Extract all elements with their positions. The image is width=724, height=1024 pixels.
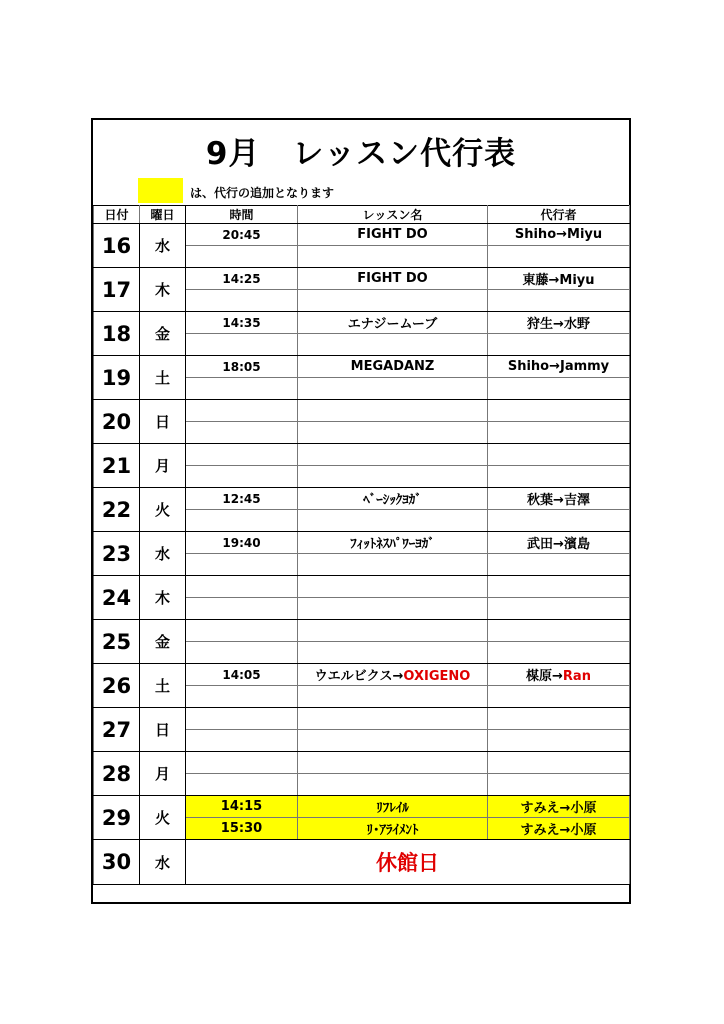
header-lesson: レッスン名 <box>298 206 488 224</box>
lesson-cell <box>298 334 488 356</box>
time-cell: 14:25 <box>186 268 298 290</box>
date-cell: 18 <box>94 312 140 356</box>
substitute-name-new: Ran <box>562 669 591 684</box>
substitute-name: 楳原→ <box>526 669 563 684</box>
substitute-cell <box>488 356 630 378</box>
substitute-cell <box>488 796 630 818</box>
table-row <box>94 708 630 730</box>
lesson-name: MEGADANZ <box>350 359 435 374</box>
lesson-cell <box>298 224 488 246</box>
substitute-cell <box>488 752 630 774</box>
lesson-cell <box>298 686 488 708</box>
substitute-cell <box>488 730 630 752</box>
legend-text: は、代行の追加となります <box>190 186 335 200</box>
table-row <box>94 356 630 378</box>
substitute-name: Shiho→Jammy <box>507 359 610 374</box>
time-cell <box>186 598 298 620</box>
date-cell: 20 <box>94 400 140 444</box>
substitute-cell <box>488 576 630 598</box>
lesson-cell <box>298 598 488 620</box>
lesson-cell <box>298 730 488 752</box>
time-cell <box>186 510 298 532</box>
schedule-sheet <box>91 118 631 904</box>
lesson-cell <box>298 642 488 664</box>
header-date: 日付 <box>94 206 140 224</box>
substitute-cell <box>488 598 630 620</box>
lesson-cell <box>298 268 488 290</box>
time-cell: 18:05 <box>186 356 298 378</box>
time-cell <box>186 774 298 796</box>
table-row <box>94 752 630 774</box>
substitute-cell <box>488 290 630 312</box>
time-cell <box>186 752 298 774</box>
substitute-name: Shiho→Miyu <box>514 227 603 242</box>
substitute-cell <box>488 400 630 422</box>
lesson-cell <box>298 620 488 642</box>
time-cell <box>186 642 298 664</box>
header-substitute: 代行者 <box>488 206 630 224</box>
weekday-cell: 月 <box>140 752 186 796</box>
date-cell: 23 <box>94 532 140 576</box>
time-cell <box>186 554 298 576</box>
substitute-cell <box>488 708 630 730</box>
substitute-cell <box>488 466 630 488</box>
lesson-name: ﾘﾌﾚｲﾙ <box>376 801 409 816</box>
lesson-cell <box>298 356 488 378</box>
lesson-cell <box>298 290 488 312</box>
lesson-cell <box>298 554 488 576</box>
substitute-cell <box>488 510 630 532</box>
time-cell <box>186 620 298 642</box>
substitute-cell <box>488 422 630 444</box>
weekday-cell: 月 <box>140 444 186 488</box>
page-title: 9月 レッスン代行表 <box>205 136 517 172</box>
legend-swatch <box>138 178 183 203</box>
time-cell <box>186 708 298 730</box>
lesson-cell <box>298 422 488 444</box>
lesson-cell <box>298 488 488 510</box>
lesson-cell <box>298 818 488 840</box>
weekday-cell: 木 <box>140 576 186 620</box>
time-cell <box>186 466 298 488</box>
lesson-cell <box>298 576 488 598</box>
substitute-name: すみえ→小原 <box>520 801 597 816</box>
substitute-cell <box>488 642 630 664</box>
weekday-cell: 水 <box>140 840 186 885</box>
lesson-cell <box>298 444 488 466</box>
closed-notice: 休館日 <box>186 840 630 885</box>
weekday-cell: 水 <box>140 532 186 576</box>
time-cell <box>186 290 298 312</box>
time-cell: 14:35 <box>186 312 298 334</box>
time-cell: 14:15 <box>186 796 298 818</box>
lesson-name: FIGHT DO <box>357 271 428 286</box>
lesson-name: ウエルビクス→ <box>314 669 404 684</box>
time-cell <box>186 576 298 598</box>
table-row <box>94 620 630 642</box>
table-row <box>94 488 630 510</box>
table-row <box>94 400 630 422</box>
time-cell <box>186 686 298 708</box>
lesson-cell <box>298 378 488 400</box>
time-cell <box>186 334 298 356</box>
substitute-cell <box>488 818 630 840</box>
lesson-cell <box>298 246 488 268</box>
substitute-cell <box>488 268 630 290</box>
table-row <box>94 796 630 818</box>
substitute-name: すみえ→小原 <box>520 823 597 838</box>
weekday-cell: 土 <box>140 664 186 708</box>
weekday-cell: 火 <box>140 796 186 840</box>
substitute-cell <box>488 532 630 554</box>
substitute-cell <box>488 224 630 246</box>
table-row <box>94 664 630 686</box>
header-row <box>94 206 630 224</box>
lesson-cell <box>298 708 488 730</box>
weekday-cell: 木 <box>140 268 186 312</box>
table-row <box>94 532 630 554</box>
lesson-cell <box>298 400 488 422</box>
lesson-name-new: OXIGENO <box>403 669 471 684</box>
substitute-cell <box>488 246 630 268</box>
schedule-body <box>94 224 630 885</box>
date-cell: 25 <box>94 620 140 664</box>
schedule-table <box>93 205 630 885</box>
weekday-cell: 水 <box>140 224 186 268</box>
time-cell: 14:05 <box>186 664 298 686</box>
substitute-cell <box>488 664 630 686</box>
lesson-name: ﾍﾞｰｼｯｸﾖｶﾞ <box>363 493 422 508</box>
time-cell <box>186 422 298 444</box>
substitute-cell <box>488 334 630 356</box>
time-cell: 20:45 <box>186 224 298 246</box>
time-cell: 15:30 <box>186 818 298 840</box>
lesson-cell <box>298 532 488 554</box>
table-row <box>94 312 630 334</box>
substitute-cell <box>488 620 630 642</box>
date-cell: 22 <box>94 488 140 532</box>
substitute-name: 武田→濱島 <box>527 537 590 552</box>
date-cell: 16 <box>94 224 140 268</box>
weekday-cell: 日 <box>140 708 186 752</box>
substitute-cell <box>488 444 630 466</box>
time-cell <box>186 400 298 422</box>
lesson-name: ﾘ･ｱﾗｲﾒﾝﾄ <box>366 823 419 838</box>
lesson-cell <box>298 796 488 818</box>
lesson-name: ﾌｨｯﾄﾈｽﾊﾟﾜｰﾖｶﾞ <box>350 537 435 552</box>
time-cell <box>186 444 298 466</box>
time-cell <box>186 246 298 268</box>
time-cell: 19:40 <box>186 532 298 554</box>
date-cell: 24 <box>94 576 140 620</box>
substitute-cell <box>488 554 630 576</box>
date-cell: 30 <box>94 840 140 885</box>
date-cell: 28 <box>94 752 140 796</box>
lesson-name: エナジームーブ <box>347 317 438 332</box>
day-row <box>94 840 630 885</box>
weekday-cell: 日 <box>140 400 186 444</box>
header-time: 時間 <box>186 206 298 224</box>
header-weekday: 曜日 <box>140 206 186 224</box>
weekday-cell: 火 <box>140 488 186 532</box>
lesson-cell <box>298 752 488 774</box>
weekday-cell: 土 <box>140 356 186 400</box>
lesson-cell <box>298 312 488 334</box>
substitute-name: 東藤→Miyu <box>522 273 595 288</box>
lesson-cell <box>298 664 488 686</box>
date-cell: 26 <box>94 664 140 708</box>
substitute-name: 狩生→水野 <box>527 317 590 332</box>
date-cell: 29 <box>94 796 140 840</box>
date-cell: 27 <box>94 708 140 752</box>
table-row <box>94 576 630 598</box>
substitute-cell <box>488 686 630 708</box>
date-cell: 21 <box>94 444 140 488</box>
date-cell: 17 <box>94 268 140 312</box>
table-row <box>94 224 630 246</box>
time-cell <box>186 378 298 400</box>
time-cell <box>186 730 298 752</box>
substitute-cell <box>488 378 630 400</box>
lesson-cell <box>298 510 488 532</box>
substitute-cell <box>488 488 630 510</box>
lesson-cell <box>298 774 488 796</box>
weekday-cell: 金 <box>140 620 186 664</box>
date-cell: 19 <box>94 356 140 400</box>
substitute-cell <box>488 774 630 796</box>
table-row <box>94 268 630 290</box>
lesson-name: FIGHT DO <box>357 227 428 242</box>
weekday-cell: 金 <box>140 312 186 356</box>
table-row <box>94 444 630 466</box>
time-cell: 12:45 <box>186 488 298 510</box>
substitute-cell <box>488 312 630 334</box>
lesson-cell <box>298 466 488 488</box>
substitute-name: 秋葉→吉澤 <box>527 493 590 508</box>
